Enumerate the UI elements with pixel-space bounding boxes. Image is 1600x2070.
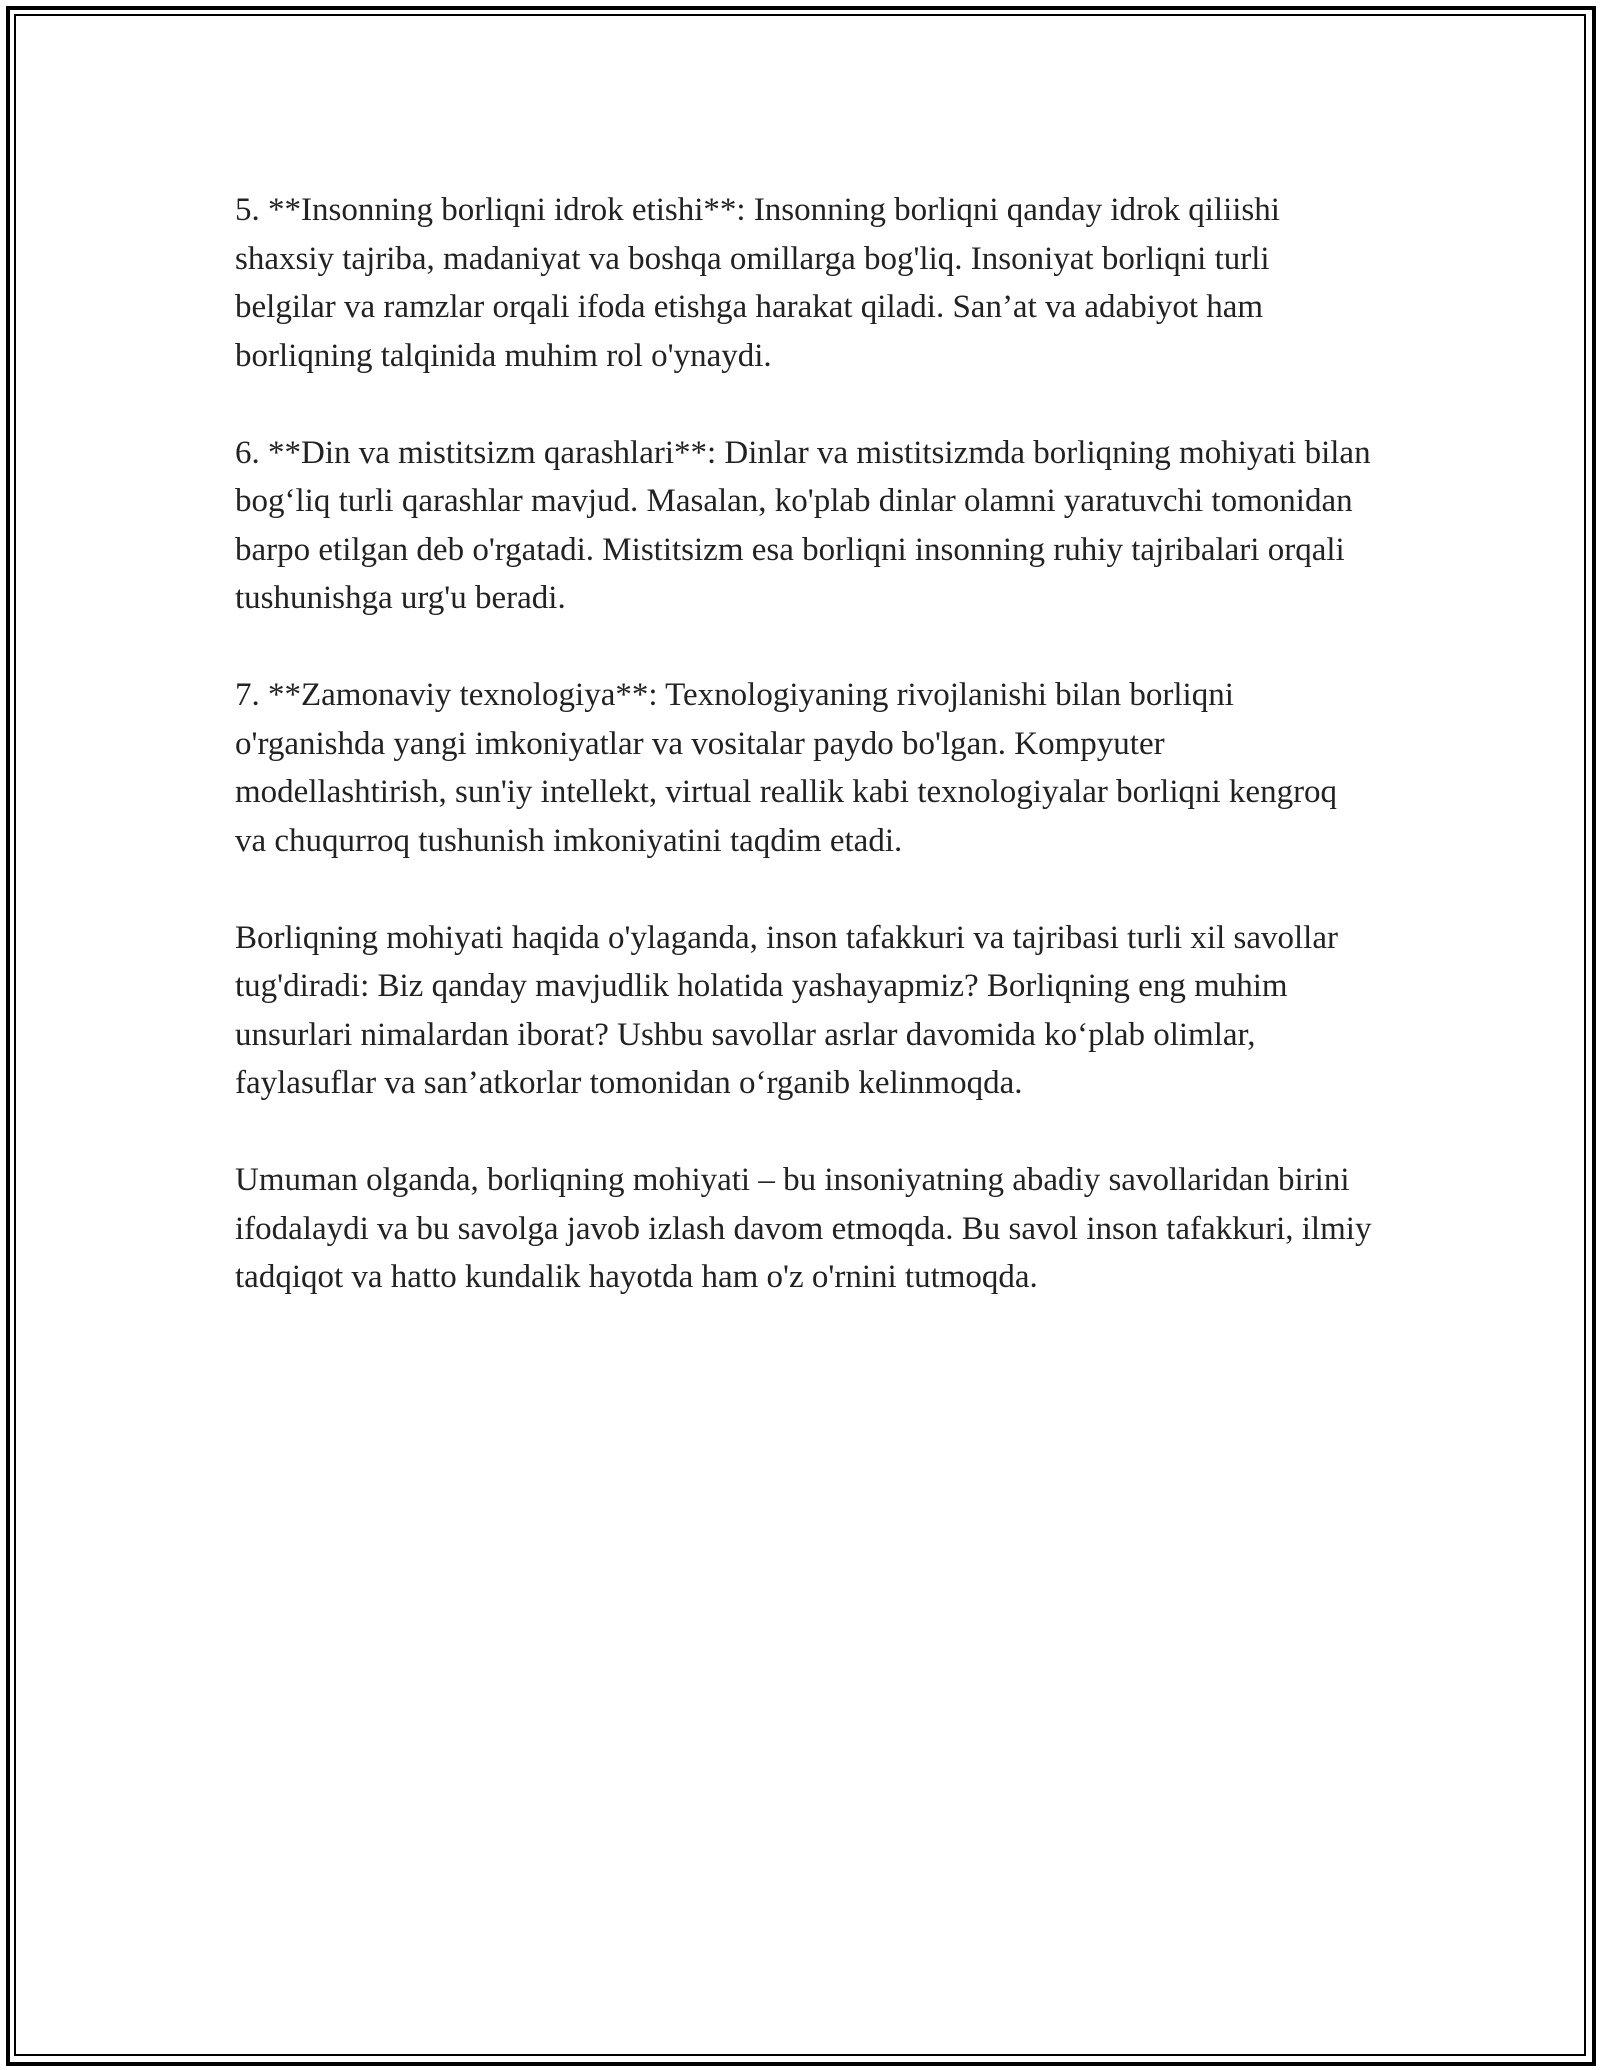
paragraph-modern-technology: 7. **Zamonaviy texnologiya**: Texnologiyaning rivojlanishi bilan borliqni o'rganishda yangi imkoniyatlar va vositalar paydo bo'lgan. Kompyuter modellashtirish, sun'iy intellekt, virtual reallik kabi texnologiyalar borliqni kengroq va chuqurroq tushunish imkoniyatini taqdim etadi.	[235, 677, 1338, 859]
paragraph-religion-mysticism: 6. **Din va mistitsizm qarashlari**: Dinlar va mistitsizmda borliqning mohiyati bilan bog‘liq turli qarashlar mavjud. Masalan, ko'plab dinlar olamni yaratuvchi tomonidan barpo etilgan deb o'rgatadi. Mistitsizm esa borliqni insonning ruhiy tajribalari orqali tushunishga urg'u beradi.	[235, 434, 1371, 616]
document-body	[235, 186, 1375, 1350]
paragraph-perception: 5. **Insonning borliqni idrok etishi**: Insonning borliqni qanday idrok qiliishi shaxsiy tajriba, madaniyat va boshqa omillarga bog'liq. Insoniyat borliqni turli belgilar va ramzlar orqali ifoda etishga harakat qiladi. San’at va adabiyot ham borliqning talqinida muhim rol o'ynaydi.	[235, 192, 1280, 374]
paragraph-questions: Borliqning mohiyati haqida o'ylaganda, inson tafakkuri va tajribasi turli xil savollar tug'diradi: Biz qanday mavjudlik holatida yashayapmiz? Borliqning eng muhim unsurlari nimalardan iborat? Ushbu savollar asrlar davomida ko‘plab olimlar, faylasuflar va san’atkorlar tomonidan o‘rganib kelinmoqda.	[235, 919, 1338, 1101]
paragraph-conclusion: Umuman olganda, borliqning mohiyati – bu insoniyatning abadiy savollaridan birini ifodalaydi va bu savolga javob izlash davom etmoqda. Bu savol inson tafakkuri, ilmiy tadqiqot va hatto kundalik hayotda ham o'z o'rnini tutmoqda.	[235, 1162, 1372, 1295]
